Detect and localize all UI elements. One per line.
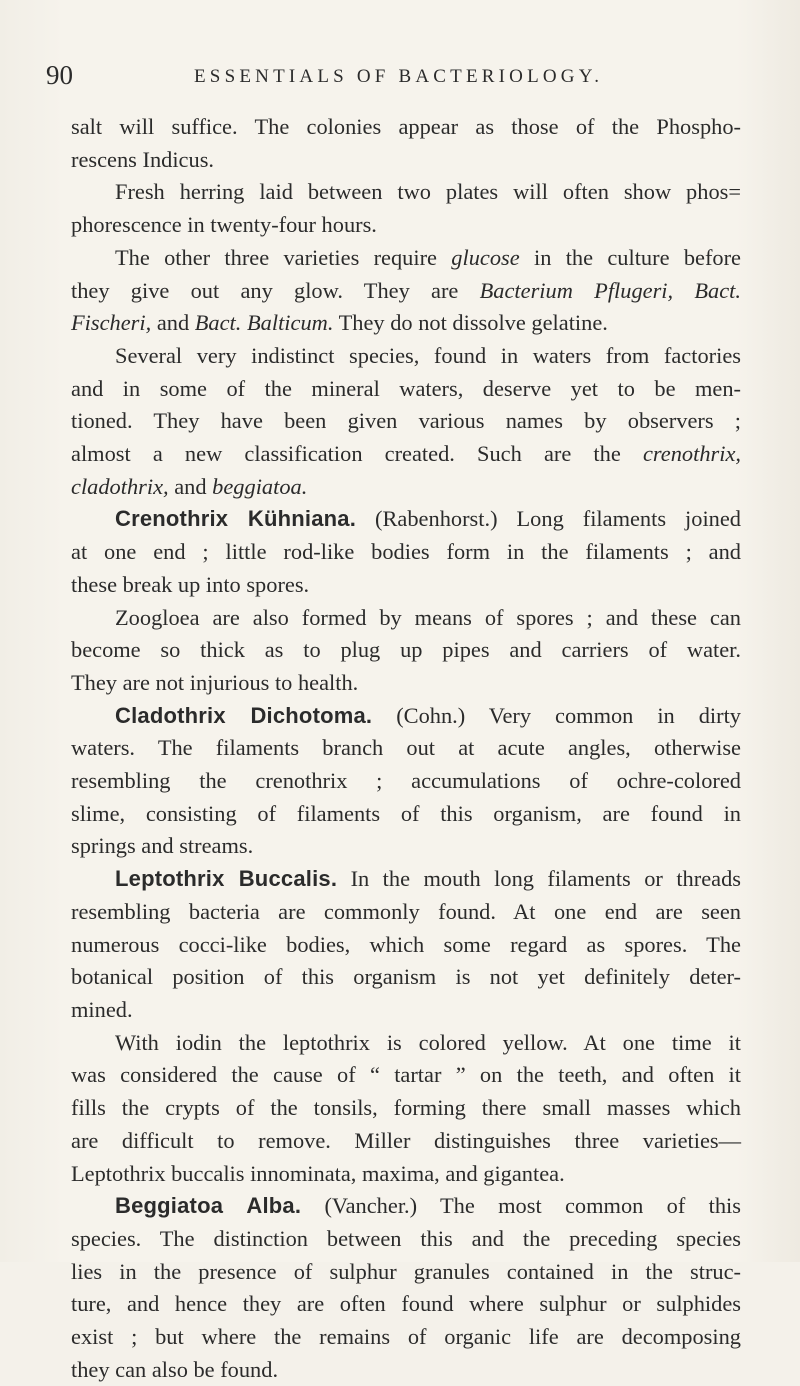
text-line xyxy=(71,503,741,536)
text-line xyxy=(71,1288,741,1321)
text-run: The other three varieties require xyxy=(115,244,452,270)
text-run: exist ; but where the remains of organic life are decomposing xyxy=(71,1324,741,1350)
text-line xyxy=(71,176,741,209)
text-run: Leptothrix buccalis innominata, maxima, and gigantea. xyxy=(71,1160,565,1186)
text-run: salt will suffice. The colonies appear as those of the Phospho- xyxy=(71,114,741,139)
text-run: at one end ; little rod-like bodies form in the filaments ; and xyxy=(71,539,741,565)
text-run: and in some of the mineral waters, deserve yet to be men- xyxy=(71,375,741,401)
text-line xyxy=(71,144,741,177)
text-line xyxy=(71,1092,741,1125)
section-heading: Cladothrix Dichotoma. xyxy=(115,702,373,728)
text-run: springs and streams. xyxy=(71,833,254,859)
text-run: botanical position of this organism is not yet definitely deter- xyxy=(71,964,741,990)
running-head: ESSENTIALS OF BACTERIOLOGY. xyxy=(194,66,604,87)
text-run: With iodin the leptothrix is colored yellow. At one time it xyxy=(115,1029,741,1055)
text-line xyxy=(71,1223,741,1256)
text-line xyxy=(71,896,741,929)
text-run: was considered the cause of “ tartar ” on the teeth, and often it xyxy=(71,1062,741,1088)
text-line xyxy=(71,1059,741,1092)
text-line xyxy=(71,275,741,308)
text-run: phorescence in twenty-four hours. xyxy=(71,212,377,238)
text-run: tioned. They have been given various names by observers ; xyxy=(71,408,741,434)
text-line xyxy=(71,405,741,438)
text-line xyxy=(71,929,741,962)
text-run: They are not injurious to health. xyxy=(71,669,359,695)
text-line xyxy=(71,1256,741,1289)
text-line xyxy=(71,340,741,373)
body-text xyxy=(71,111,741,1386)
text-run: and xyxy=(151,310,195,336)
text-line xyxy=(71,798,741,831)
italic-term: beggiatoa. xyxy=(212,473,308,499)
text-line xyxy=(71,471,741,504)
text-line xyxy=(71,961,741,994)
text-line xyxy=(71,732,741,765)
section-heading: Leptothrix Buccalis. xyxy=(115,866,338,892)
section-heading: Beggiatoa Alba. xyxy=(115,1193,302,1219)
text-run: rescens Indicus. xyxy=(71,146,215,172)
text-run: In the mouth long filaments or threads xyxy=(337,866,741,892)
text-run: numerous cocci-like bodies, which some regard as spores. The xyxy=(71,931,741,957)
page-number: 90 xyxy=(46,60,73,90)
text-line xyxy=(71,307,741,340)
text-line xyxy=(71,602,741,635)
text-run: become so thick as to plug up pipes and carriers of water. xyxy=(71,637,741,663)
text-run: they can also be found. xyxy=(71,1356,279,1382)
text-run: (Vancher.) The most common of this xyxy=(301,1193,741,1219)
text-run: resembling the crenothrix ; accumulations of ochre-colored xyxy=(71,768,741,794)
text-run: mined. xyxy=(71,996,133,1022)
text-line xyxy=(71,863,741,896)
text-run: Several very indistinct species, found in waters from factories xyxy=(115,342,741,368)
text-run: fills the crypts of the tonsils, forming there small masses which xyxy=(71,1095,741,1121)
text-run: lies in the presence of sulphur granules contained in the struc- xyxy=(71,1258,741,1284)
text-line xyxy=(71,1125,741,1158)
text-run: ture, and hence they are often found where sulphur or sulphides xyxy=(71,1291,741,1317)
text-line xyxy=(71,1321,741,1354)
text-run: and xyxy=(168,473,213,499)
text-run: Zoogloea are also formed by means of spores ; and these can xyxy=(115,604,741,630)
text-run: (Cohn.) Very common in dirty xyxy=(372,702,741,728)
italic-term: Bacterium Pflugeri, Bact. xyxy=(479,277,741,303)
text-run: slime, consisting of filaments of this organism, are found in xyxy=(71,800,741,826)
italic-term: Bact. Balticum. xyxy=(194,310,334,336)
section-heading: Crenothrix Kühniana. xyxy=(115,506,357,532)
text-run: are difficult to remove. Miller distinguishes three varieties— xyxy=(71,1127,741,1153)
text-run: almost a new classification created. Such are the xyxy=(71,441,643,467)
text-line xyxy=(71,569,741,602)
text-line xyxy=(71,1190,741,1223)
text-run: (Rabenhorst.) Long filaments joined xyxy=(356,506,741,532)
text-line xyxy=(71,830,741,863)
text-line xyxy=(71,667,741,700)
page-header xyxy=(46,60,766,94)
text-line xyxy=(71,994,741,1027)
italic-term: crenothrix, xyxy=(642,441,741,467)
text-line xyxy=(71,1354,741,1386)
text-run: waters. The filaments branch out at acute angles, otherwise xyxy=(71,735,741,761)
text-run: They do not dissolve gelatine. xyxy=(333,310,608,336)
italic-term: cladothrix, xyxy=(71,473,169,499)
text-line xyxy=(71,373,741,406)
text-line xyxy=(71,242,741,275)
text-line xyxy=(71,111,741,144)
text-line xyxy=(71,536,741,569)
text-line xyxy=(71,634,741,667)
text-run: species. The distinction between this and the preceding species xyxy=(71,1225,741,1251)
text-run: Fresh herring laid between two plates will often show phos= xyxy=(115,179,741,205)
text-line xyxy=(71,1158,741,1191)
text-line xyxy=(71,438,741,471)
text-line xyxy=(71,765,741,798)
italic-term: glucose xyxy=(451,244,520,270)
text-line xyxy=(71,1027,741,1060)
italic-term: Fischeri, xyxy=(71,310,152,336)
text-run: in the culture before xyxy=(519,244,741,270)
text-run: they give out any glow. They are xyxy=(71,277,480,303)
text-run: these break up into spores. xyxy=(71,571,310,597)
text-run: resembling bacteria are commonly found. At one end are seen xyxy=(71,898,741,924)
text-line xyxy=(71,700,741,733)
text-line xyxy=(71,209,741,242)
